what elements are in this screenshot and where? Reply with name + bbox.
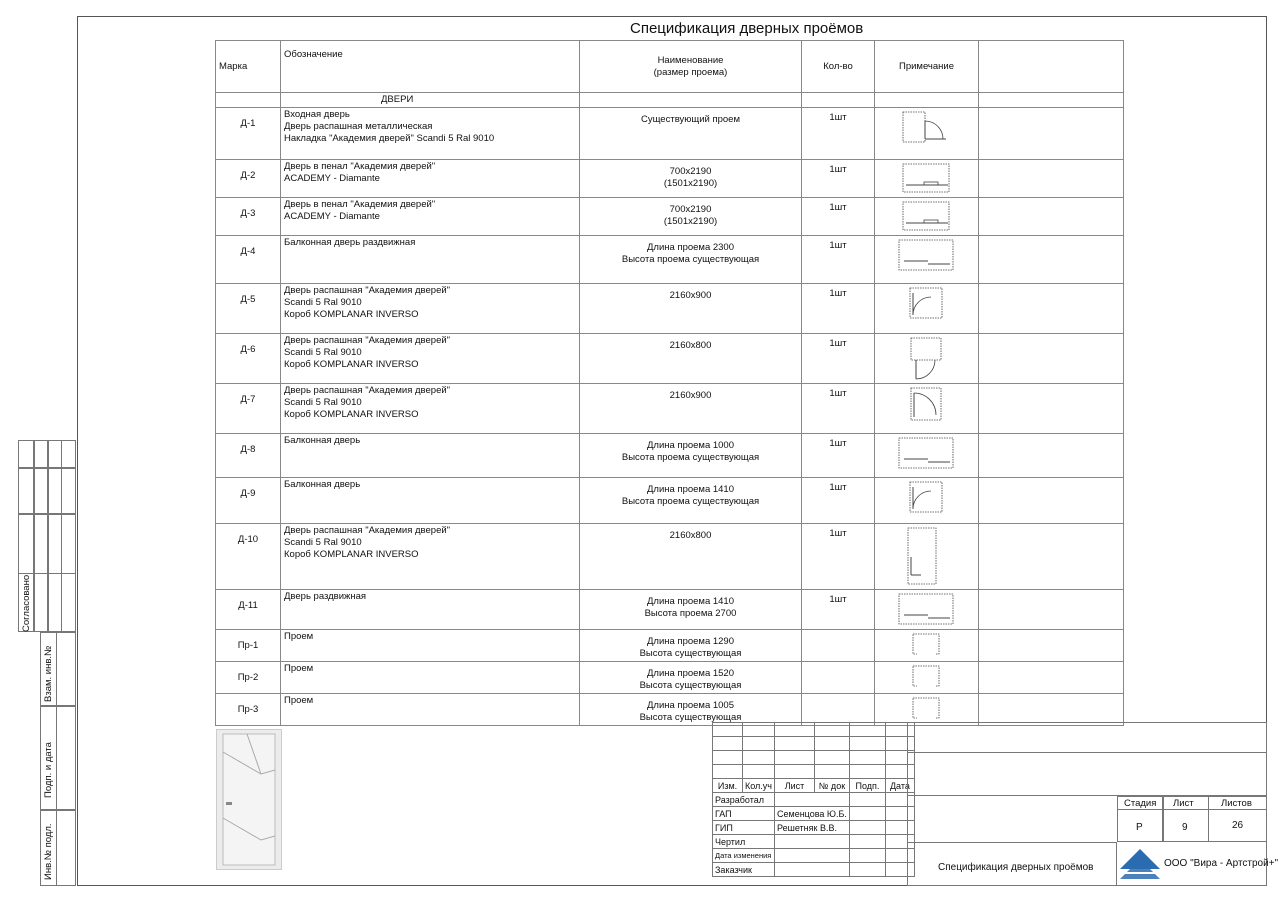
row-designation: Дверь распашная "Академия дверей" Scandi 5 Ral 9010 Короб KOMPLANAR INVERSO xyxy=(281,384,580,434)
row-name: Длина проема 1410 Высота проема существующая xyxy=(580,478,802,524)
row-name: Длина проема 1410 Высота проема 2700 xyxy=(580,590,802,630)
agreed-label: Согласовано xyxy=(21,574,32,632)
table-row xyxy=(216,662,1124,694)
swing-door-down-icon xyxy=(910,337,944,381)
row-name: 2160x800 xyxy=(580,334,802,384)
swing-door-left-icon xyxy=(909,287,945,321)
row-designation: Балконная дверь xyxy=(281,478,580,524)
row-qty xyxy=(802,630,875,662)
stamp-role-row xyxy=(713,835,915,849)
row-note xyxy=(875,434,979,478)
row-qty: 1шт xyxy=(802,478,875,524)
table-row xyxy=(216,384,1124,434)
swing-door-tall-icon xyxy=(907,527,947,587)
row-designation: Дверь раздвижная xyxy=(281,590,580,630)
table-row xyxy=(216,630,1124,662)
row-name: Длина проема 1005 Высота существующая xyxy=(580,694,802,726)
row-designation: Балконная дверь раздвижная xyxy=(281,236,580,284)
inv-no-label: Инв.№ подл. xyxy=(43,823,54,880)
table-row xyxy=(216,236,1124,284)
stamp-role-row xyxy=(713,849,915,863)
row-note xyxy=(875,384,979,434)
row-qty: 1шт xyxy=(802,384,875,434)
row-mark: Д-5 xyxy=(216,284,281,334)
company-name: ООО "Вира - Артстрой+" xyxy=(1164,858,1279,869)
side-stamp xyxy=(18,440,76,886)
row-qty: 1шт xyxy=(802,108,875,160)
stamp-role-row xyxy=(713,821,915,835)
row-mark: Д-3 xyxy=(216,198,281,236)
sheets-label: Листов xyxy=(1221,798,1252,809)
row-name: Длина проема 1000 Высота проема существующая xyxy=(580,434,802,478)
row-qty: 1шт xyxy=(802,160,875,198)
row-mark: Д-11 xyxy=(216,590,281,630)
row-designation: Дверь в пенал "Академия дверей" ACADEMY - Diamante xyxy=(281,198,580,236)
row-note xyxy=(875,108,979,160)
row-qty xyxy=(802,694,875,726)
header-designation: Обозначение xyxy=(281,41,580,93)
sign-date-label: Подп. и дата xyxy=(43,742,54,798)
row-mark: Пр-3 xyxy=(216,694,281,726)
header-mark: Марка xyxy=(216,41,281,93)
row-mark: Д-8 xyxy=(216,434,281,478)
row-note xyxy=(875,236,979,284)
sheets-value: 26 xyxy=(1232,820,1244,831)
row-note xyxy=(875,524,979,590)
row-designation: Дверь распашная "Академия дверей" Scandi 5 Ral 9010 Короб KOMPLANAR INVERSO xyxy=(281,524,580,590)
row-designation: Проем xyxy=(281,694,580,726)
row-mark: Д-10 xyxy=(216,524,281,590)
row-qty: 1шт xyxy=(802,524,875,590)
row-designation: Проем xyxy=(281,630,580,662)
interchange-label: Взам. инв.№ xyxy=(43,645,54,702)
row-qty: 1шт xyxy=(802,590,875,630)
row-qty: 1шт xyxy=(802,334,875,384)
row-designation: Дверь в пенал "Академия дверей" ACADEMY - Diamante xyxy=(281,160,580,198)
table-row xyxy=(216,694,1124,726)
row-designation: Входная дверь Дверь распашная металлическая Накладка "Академия дверей" Scandi 5 Ral 9010 xyxy=(281,108,580,160)
row-name: 700x2190 (1501x2190) xyxy=(580,198,802,236)
sheet-value: 9 xyxy=(1182,822,1188,833)
sliding-door-icon xyxy=(898,437,956,471)
table-row xyxy=(216,524,1124,590)
pocket-door-icon xyxy=(902,201,952,233)
door-panel-icon xyxy=(217,730,281,869)
door-sample-image xyxy=(216,729,282,870)
row-mark: Д-2 xyxy=(216,160,281,198)
swing-door-up-icon xyxy=(910,387,944,423)
row-note xyxy=(875,662,979,694)
row-mark: Д-9 xyxy=(216,478,281,524)
row-name: Длина проема 1520 Высота существующая xyxy=(580,662,802,694)
stamp-role: Заказчик xyxy=(713,863,775,877)
section-label: ДВЕРИ xyxy=(281,93,580,108)
row-note xyxy=(875,694,979,726)
row-mark: Пр-2 xyxy=(216,662,281,694)
row-mark: Д-4 xyxy=(216,236,281,284)
spec-table xyxy=(215,40,1124,726)
sliding-door-icon xyxy=(898,239,956,273)
row-designation: Дверь распашная "Академия дверей" Scandi 5 Ral 9010 Короб KOMPLANAR INVERSO xyxy=(281,284,580,334)
row-qty: 1шт xyxy=(802,434,875,478)
table-header xyxy=(216,41,1124,93)
row-name: Длина проема 1290 Высота существующая xyxy=(580,630,802,662)
row-name: 2160x800 xyxy=(580,524,802,590)
table-row xyxy=(216,334,1124,384)
pocket-door-icon xyxy=(902,163,952,195)
stamp-role-row xyxy=(713,807,915,821)
stamp-role: Чертил xyxy=(713,835,775,849)
stamp-role: Разработал xyxy=(713,793,775,807)
stamp-person xyxy=(775,835,850,849)
row-name: 2160x900 xyxy=(580,284,802,334)
row-name: Длина проема 2300 Высота проема существующая xyxy=(580,236,802,284)
sheet-label: Лист xyxy=(1173,798,1194,809)
row-note xyxy=(875,478,979,524)
stamp-role: Дата изменения xyxy=(713,849,775,863)
row-name: 2160x900 xyxy=(580,384,802,434)
doc-title: Спецификация дверных проёмов xyxy=(938,862,1094,873)
row-designation: Балконная дверь xyxy=(281,434,580,478)
stage-value: Р xyxy=(1136,822,1143,833)
row-mark: Д-7 xyxy=(216,384,281,434)
table-row xyxy=(216,160,1124,198)
header-note: Примечание xyxy=(875,41,979,93)
stage-label: Стадия xyxy=(1124,798,1157,809)
company-logo-icon xyxy=(1118,845,1162,885)
stamp-person xyxy=(775,849,850,863)
stamp-role-row xyxy=(713,793,915,807)
stamp-person xyxy=(775,793,850,807)
stamp-role-row xyxy=(713,863,915,877)
swing-door-right-icon xyxy=(902,111,952,145)
swing-door-left-icon xyxy=(909,481,945,515)
table-row xyxy=(216,284,1124,334)
row-note xyxy=(875,334,979,384)
row-designation: Дверь распашная "Академия дверей" Scandi 5 Ral 9010 Короб KOMPLANAR INVERSO xyxy=(281,334,580,384)
sliding-door-icon xyxy=(898,593,956,627)
row-note xyxy=(875,630,979,662)
row-name: Существующий проем xyxy=(580,108,802,160)
stamp-person: Решетняк В.В. xyxy=(775,821,850,835)
table-row xyxy=(216,590,1124,630)
row-note xyxy=(875,590,979,630)
row-name: 700x2190 (1501x2190) xyxy=(580,160,802,198)
page-title: Спецификация дверных проёмов xyxy=(630,20,864,37)
table-row xyxy=(216,478,1124,524)
row-qty: 1шт xyxy=(802,236,875,284)
row-note xyxy=(875,160,979,198)
row-note xyxy=(875,198,979,236)
row-qty xyxy=(802,662,875,694)
opening-icon xyxy=(912,665,942,689)
stamp-role: ГАП xyxy=(713,807,775,821)
row-designation: Проем xyxy=(281,662,580,694)
opening-icon xyxy=(912,697,942,721)
row-note xyxy=(875,284,979,334)
row-qty: 1шт xyxy=(802,198,875,236)
row-mark: Пр-1 xyxy=(216,630,281,662)
stamp-role: ГИП xyxy=(713,821,775,835)
row-mark: Д-1 xyxy=(216,108,281,160)
row-mark: Д-6 xyxy=(216,334,281,384)
stamp-header-row: Изм. Кол.уч Лист № док Подп. Дата xyxy=(713,779,915,793)
header-name: Наименование (размер проема) xyxy=(580,41,802,93)
table-row xyxy=(216,108,1124,160)
table-row xyxy=(216,198,1124,236)
table-row xyxy=(216,434,1124,478)
section-row xyxy=(216,93,1124,108)
opening-icon xyxy=(912,633,942,657)
header-qty: Кол-во xyxy=(802,41,875,93)
row-qty: 1шт xyxy=(802,284,875,334)
stamp-person: Семенцова Ю.Б. xyxy=(775,807,850,821)
title-block-table xyxy=(712,722,915,877)
stamp-person xyxy=(775,863,850,877)
